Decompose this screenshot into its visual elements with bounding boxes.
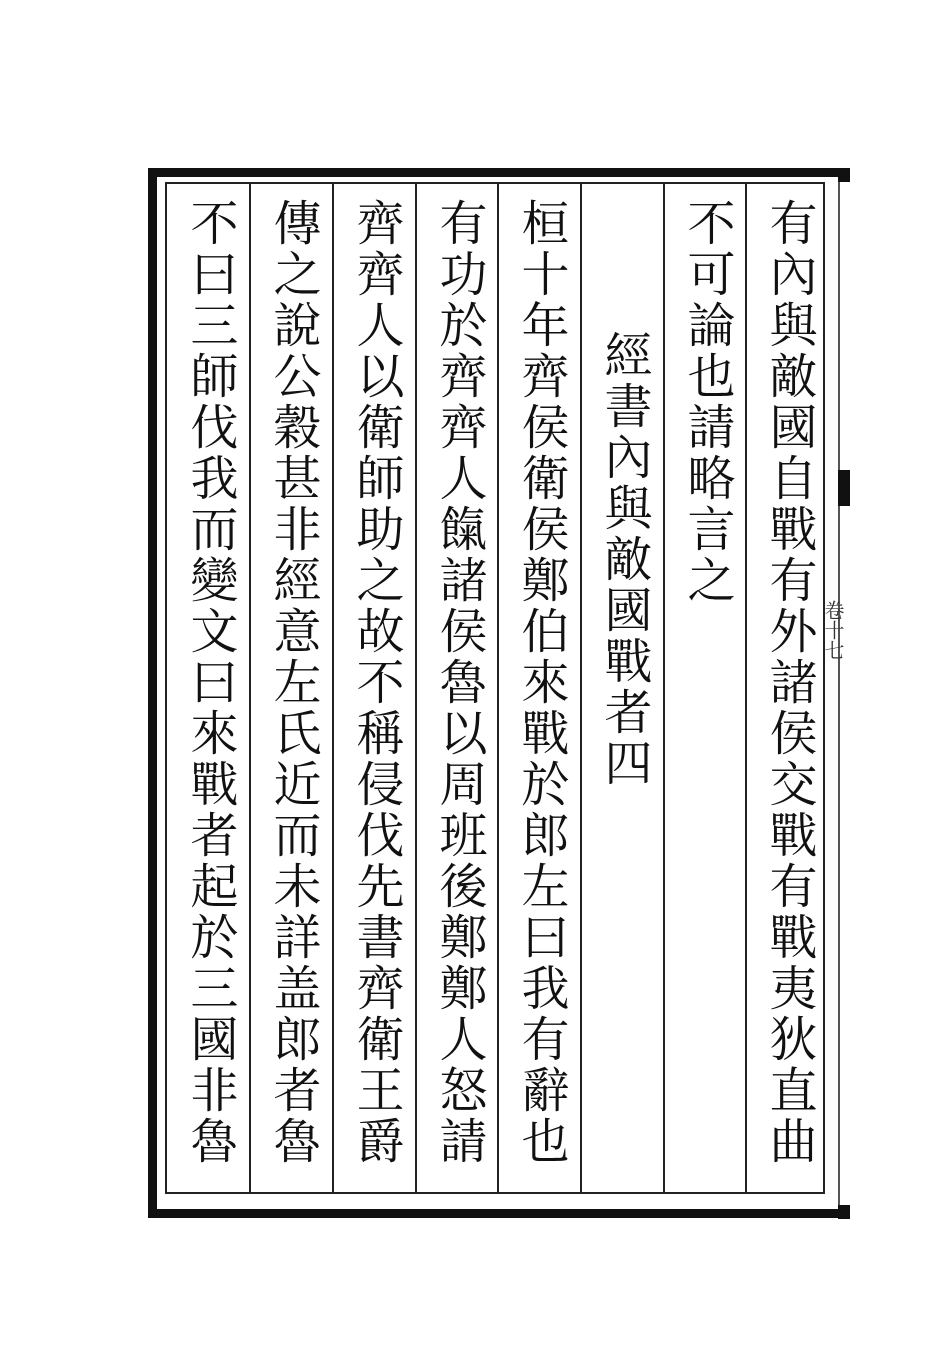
text-column-4: 經書內與敵國戰者四 xyxy=(596,330,652,789)
page-edge-line xyxy=(838,168,840,1218)
fold-mark-bottom xyxy=(838,1205,850,1219)
text-column-8: 傳之說公穀甚非經意左氏近而未詳盖郎者魯 xyxy=(265,198,321,1167)
column-divider xyxy=(580,182,582,1194)
text-column-7: 齊齊人以衛師助之故不稱侵伐先書齊衛王爵 xyxy=(348,198,404,1167)
column-divider xyxy=(415,182,417,1194)
fold-mark-top xyxy=(838,168,850,182)
text-column-9: 不曰三師伐我而變文曰來戰者起於三國非魯 xyxy=(182,198,238,1167)
text-column-6: 有功於齊齊人餼諸侯魯以周班後鄭鄭人怒請 xyxy=(431,198,487,1167)
column-divider xyxy=(663,182,665,1194)
margin-label: 卷十七 xyxy=(821,600,845,660)
fold-mark-middle xyxy=(838,470,850,506)
text-column-5: 桓十年齊侯衛侯鄭伯來戰於郎左曰我有辭也 xyxy=(513,198,569,1167)
column-divider xyxy=(249,182,251,1194)
text-column-1: 有內與敵國自戰有外諸侯交戰有戰夷狄直曲 xyxy=(761,198,817,1167)
text-column-2: 不可論也請略言之 xyxy=(679,198,735,606)
column-divider xyxy=(332,182,334,1194)
